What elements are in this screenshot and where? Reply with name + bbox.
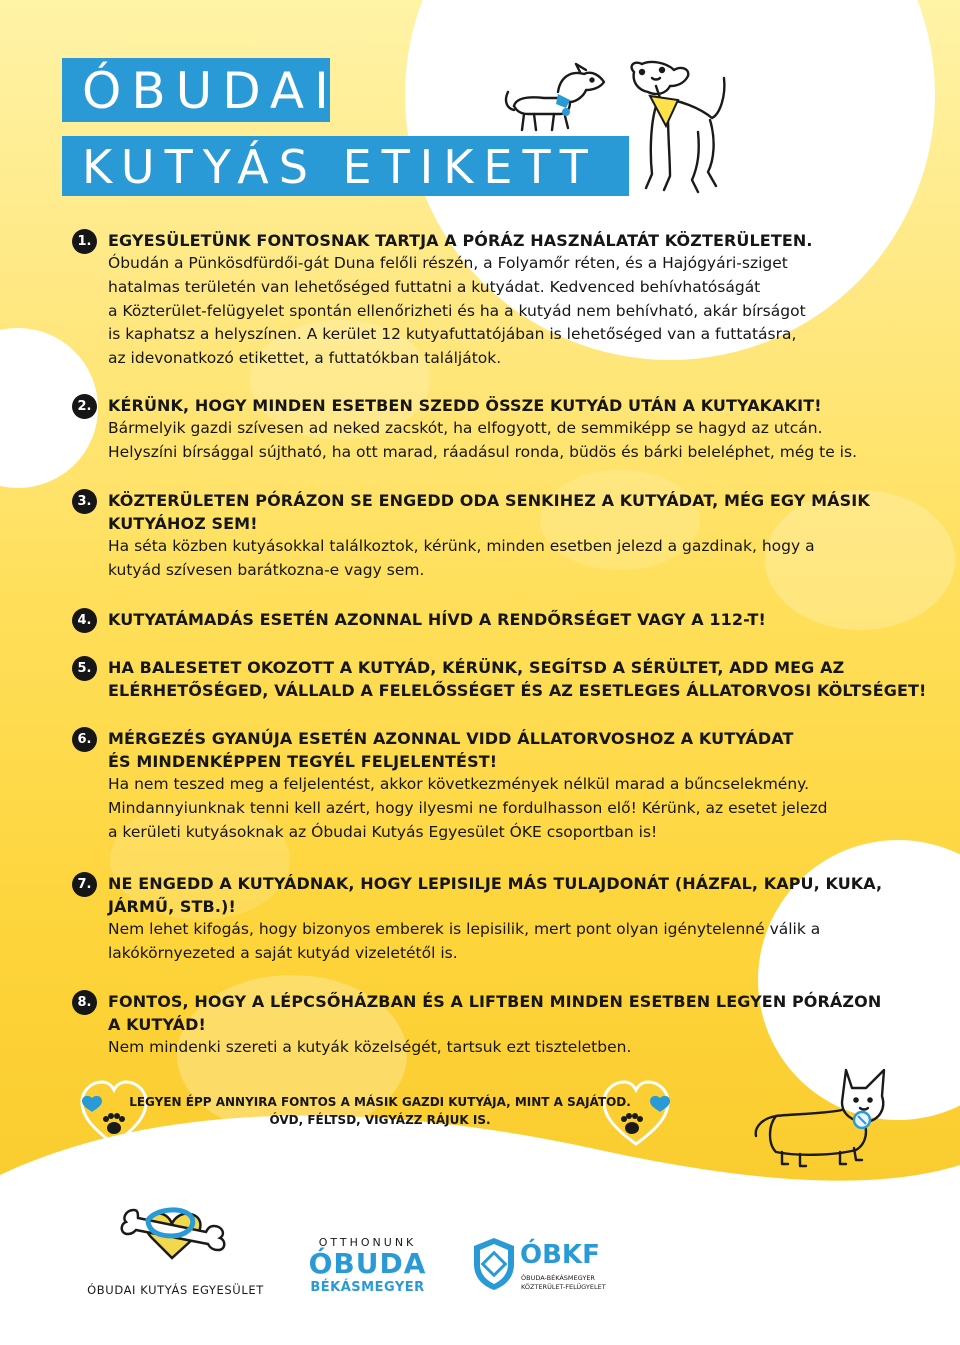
rule-4 [72, 608, 942, 631]
rule-body: Bármelyik gazdi szívesen ad neked zacskót, ha elfogyott, de semmiképp se hagyd az utcán. Helyszíni bírsággal sújtható, ha ott marad, ráadásul ronda, büdös és bárki beleléphet, még te is. [108, 419, 857, 461]
oke-logo-text: ÓBUDAI KUTYÁS EGYESÜLET [87, 1283, 264, 1297]
title-line-1: ÓBUDAI [62, 58, 330, 122]
corgi-icon [752, 1064, 892, 1176]
obuda-logo-sub: BÉKÁSMEGYER [310, 1280, 425, 1295]
obuda-logo-main: ÓBUDA [308, 1247, 427, 1280]
rule-heading: KÖZTERÜLETEN PÓRÁZON SE ENGEDD ODA SENKIHEZ A KUTYÁDAT, MÉG EGY MÁSIK KUTYÁHOZ SEM! [108, 491, 870, 533]
rule-heading: NE ENGEDD A KUTYÁDNAK, HOGY LEPISILJE MÁS TULAJDONÁT (HÁZFAL, KAPU, KUKA, JÁRMŰ, STB.)! [108, 874, 883, 916]
rule-heading: HA BALESETET OKOZOTT A KUTYÁD, KÉRÜNK, SEGÍTSD A SÉRÜLTET, ADD MEG AZ ELÉRHETŐSÉGED, VÁLLALD A FELELŐSSÉGET ÉS AZ ESETLEGES ÁLLATORVOSI KÖLTSÉGET! [108, 658, 927, 700]
rule-number: 4. [72, 608, 97, 633]
rule-2 [72, 394, 942, 465]
rule-number: 2. [72, 394, 97, 419]
rule-body: Nem lehet kifogás, hogy bizonyos emberek is lepisilik, mert pont olyan igénytelenné válik a lakókörnyezeted a saját kutyád vizeletétől is. [108, 920, 821, 962]
dog-walking-icon [500, 62, 620, 142]
shield-logo [471, 1236, 517, 1292]
rule-heading: KÉRÜNK, HOGY MINDEN ESETBEN SZEDD ÖSSZE KUTYÁD UTÁN A KUTYAKAKIT! [108, 396, 822, 415]
footer-message: LEGYEN ÉPP ANNYIRA FONTOS A MÁSIK GAZDI KUTYÁJA, MINT A SAJÁTOD. ÓVD, FÉLTSD, VIGYÁZZ RÁJUK IS. [129, 1095, 631, 1127]
obkf-logo-sub1: ÓBUDA-BÉKÁSMEGYER [521, 1274, 595, 1282]
rule-body: Óbudán a Pünkösdfürdői-gát Duna felőli részén, a Folyamőr réten, és a Hajógyári-sziget hatalmas területén van lehetőséged futtatni a kutyádat. Kedvenced behívhatóságát a Közterület-felügyelet spontán ellenőrizheti és ha a kutyád nem behívható, akár bírságot is kaphatsz a helyszínen. A kerület 12 kutyafuttatójában is lehetőséged van a futtatásra, az idevonatkozó etikettet, a futtatókban találjátok. [108, 254, 806, 368]
rule-body: Ha nem teszed meg a feljelentést, akkor következmények nélkül marad a bűncselekmény. Mindannyiunknak tenni kell azért, hogy ilyesmi ne fordulhasson elő! Kérünk, az esetet jelezd a kerületi kutyásoknak az Óbudai Kutyás Egyesület ÓKE csoportban is! [108, 775, 828, 841]
rule-heading: EGYESÜLETÜNK FONTOSNAK TARTJA A PÓRÁZ HASZNÁLATÁT KÖZTERÜLETEN. [108, 231, 813, 250]
rule-number: 3. [72, 489, 97, 514]
rule-body: Nem mindenki szereti a kutyák közelségét, tartsuk ezt tiszteletben. [108, 1038, 632, 1056]
rule-number: 5. [72, 656, 97, 681]
rule-number: 6. [72, 727, 97, 752]
rule-6 [72, 727, 942, 844]
title-line-2: KUTYÁS ETIKETT [62, 136, 629, 196]
rule-8 [72, 990, 942, 1060]
rule-1 [72, 229, 942, 371]
rule-heading: KUTYATÁMADÁS ESETÉN AZONNAL HÍVD A RENDŐRSÉGET VAGY A 112-T! [108, 610, 766, 629]
rule-body: Ha séta közben kutyásokkal találkoztok, kérünk, minden esetben jelezd a gazdinak, hogy a kutyád szívesen barátkozna-e vagy sem. [108, 537, 815, 579]
rule-3 [72, 489, 942, 583]
dog-sitting-icon [620, 56, 740, 206]
bone-heart-logo [112, 1196, 234, 1278]
rule-heading: FONTOS, HOGY A LÉPCSŐHÁZBAN ÉS A LIFTBEN MINDEN ESETBEN LEGYEN PÓRÁZON A KUTYÁD! [108, 992, 882, 1034]
rule-7 [72, 872, 942, 966]
rule-number: 1. [72, 229, 97, 254]
rule-number: 7. [72, 872, 97, 897]
rule-5 [72, 656, 942, 702]
obkf-logo-sub2: KÖZTERÜLET-FELÜGYELET [521, 1283, 606, 1291]
rule-number: 8. [72, 990, 97, 1015]
obuda-logo-top: OTTHONUNK [318, 1236, 417, 1249]
rule-heading: MÉRGEZÉS GYANÚJA ESETÉN AZONNAL VIDD ÁLLATORVOSHOZ A KUTYÁDAT ÉS MINDENKÉPPEN TEGYÉL FELJELENTÉST! [108, 729, 794, 771]
obkf-logo-main: ÓBKF [520, 1240, 600, 1270]
